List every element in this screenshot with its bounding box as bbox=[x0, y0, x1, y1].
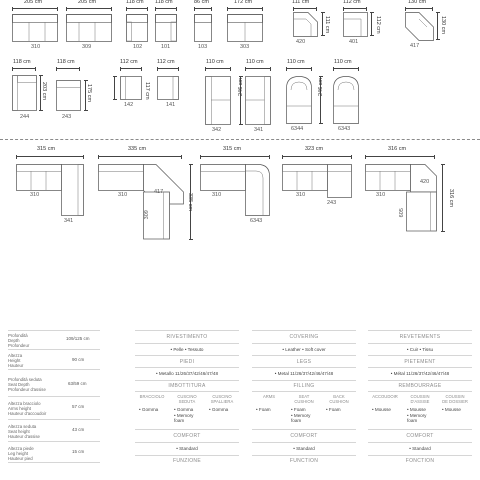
col-1-function-title: FUNCTION bbox=[289, 458, 319, 464]
col-0-function-title: FUNZIONE bbox=[173, 458, 201, 464]
col-2-function-title: FONCTION bbox=[405, 458, 435, 464]
col-2-legs-value: • Métal 11/26/37/42/46/47/48 bbox=[390, 371, 450, 376]
divider bbox=[135, 343, 239, 344]
spec-leg-height-value: 15 cm bbox=[72, 449, 85, 454]
composition-5-depth: 316 cm bbox=[448, 189, 454, 208]
divider bbox=[368, 367, 472, 368]
col-0-filling-sub-2-head: CUSCINO SPALLIERA bbox=[210, 394, 234, 404]
module-6343-drawing bbox=[333, 76, 359, 124]
col-1-filling-sub-0-values: • Foam bbox=[256, 407, 271, 412]
col-0-filling-title: IMBOTTITURA bbox=[168, 383, 206, 389]
module-303-width: 172 cm bbox=[234, 0, 253, 5]
divider bbox=[368, 442, 472, 443]
col-2-filling-sub-0-head: ACCOUDOIR bbox=[372, 394, 398, 399]
module-417-code: 417 bbox=[410, 43, 420, 49]
col-0-comfort-value: • Standard bbox=[176, 446, 198, 451]
col-1-filling-sub-1-values: • Foam • Memory foam bbox=[291, 407, 311, 423]
module-401-width: 112 cm bbox=[343, 0, 361, 5]
module-341-depth: 246 cm bbox=[238, 77, 244, 96]
module-310-code: 310 bbox=[31, 44, 41, 50]
divider bbox=[135, 355, 239, 356]
col-1-filling-sub-1-head: SEAT CUSHION bbox=[294, 394, 314, 404]
module-142-drawing bbox=[120, 76, 142, 100]
spec-height-value: 90 cm bbox=[72, 357, 85, 362]
module-6344-code: 6344 bbox=[291, 126, 304, 132]
module-103-drawing bbox=[194, 14, 212, 42]
module-401-drawing bbox=[343, 12, 368, 37]
composition-5-code-c: 605 bbox=[398, 208, 405, 218]
module-309-drawing bbox=[66, 14, 112, 42]
composition-1-code-b: 341 bbox=[64, 218, 74, 224]
module-141-drawing bbox=[157, 76, 179, 100]
col-1-filling-sub-2-head: BACK CUSHION bbox=[329, 394, 349, 404]
col-2-comfort-title: COMFORT bbox=[406, 433, 434, 439]
module-101-code: 101 bbox=[161, 44, 171, 50]
col-0-filling-sub-0-head: BRACCIOLO bbox=[139, 394, 165, 399]
col-2-filling-sub-1-values: • Mousse • Memory foam bbox=[407, 407, 427, 423]
divider bbox=[368, 355, 472, 356]
composition-5-code-b: 420 bbox=[420, 179, 430, 185]
divider bbox=[135, 442, 239, 443]
module-243-depth: 175 cm bbox=[86, 84, 92, 103]
module-142-depth: 117 cm bbox=[144, 82, 150, 100]
divider bbox=[252, 355, 356, 356]
col-2-filling-title: REMBOURRAGE bbox=[398, 383, 442, 389]
col-2-covering-title: REVETEMENTS bbox=[399, 334, 441, 340]
col-1-legs-title: LEGS bbox=[296, 359, 312, 365]
col-0-covering-value: • Pelle • Tessuto bbox=[170, 347, 204, 352]
composition-3-drawing bbox=[200, 164, 270, 216]
col-0-filling-sub-0-values: • Gomma bbox=[139, 407, 159, 412]
module-420-code: 420 bbox=[296, 39, 306, 45]
module-102-drawing bbox=[126, 14, 148, 42]
divider bbox=[252, 455, 356, 456]
col-1-filling-sub-2-values: • Foam bbox=[326, 407, 341, 412]
module-101-width: 118 cm bbox=[155, 0, 173, 5]
module-103-width: 86 cm bbox=[194, 0, 209, 5]
module-6344-width: 110 cm bbox=[287, 59, 305, 65]
module-420-width: 111 cm bbox=[292, 0, 310, 5]
composition-2-code-a: 310 bbox=[118, 192, 128, 198]
spec-height-label: Altezza Height Hauteur bbox=[8, 353, 24, 368]
col-2-comfort-value: • Standard bbox=[409, 446, 431, 451]
module-244-code: 244 bbox=[20, 114, 30, 120]
spec-seat-height-label: Altezza seduta Seat height Hauteur d'assise bbox=[8, 424, 40, 439]
module-102-code: 102 bbox=[133, 44, 143, 50]
composition-2-width: 335 cm bbox=[128, 146, 147, 152]
col-1-filling-title: FILLING bbox=[293, 383, 315, 389]
module-420-drawing bbox=[293, 12, 318, 37]
composition-3-width: 315 cm bbox=[223, 146, 242, 152]
col-1-filling-sub-0-head: ARMS bbox=[262, 394, 276, 399]
col-2-filling-sub-1-head: COUSSIN D'ASSISE bbox=[410, 394, 430, 404]
col-0-filling-sub-1-head: CUSCINO SEDUTA bbox=[177, 394, 197, 404]
divider bbox=[252, 429, 356, 430]
separator-dashed bbox=[0, 139, 480, 140]
spec-seat-depth-label: Profondità seduta Seat Depth Profondeur d'assise bbox=[8, 377, 46, 392]
spec-leg-height-label: Altezza piede Leg height Hauteur pied bbox=[8, 446, 34, 461]
composition-5-code-a: 310 bbox=[376, 192, 386, 198]
col-2-filling-sub-0-values: • Mousse bbox=[372, 407, 391, 412]
composition-2-code-b: 417 bbox=[154, 189, 164, 195]
col-1-comfort-title: COMFORT bbox=[290, 433, 318, 439]
module-103-code: 103 bbox=[198, 44, 208, 50]
composition-4-drawing bbox=[282, 164, 352, 198]
module-310-width: 205 cm bbox=[24, 0, 43, 5]
divider bbox=[135, 455, 239, 456]
col-1-comfort-value: • Standard bbox=[293, 446, 315, 451]
composition-5-width: 316 cm bbox=[388, 146, 407, 152]
composition-4-code-a: 310 bbox=[296, 192, 306, 198]
composition-3-code-b: 6343 bbox=[250, 218, 263, 224]
spec-seat-depth-value: 63/59 cm bbox=[68, 381, 87, 386]
divider bbox=[252, 367, 356, 368]
spec-depth-label: Profondità Depth Profondeur bbox=[8, 333, 30, 348]
module-243-width: 118 cm bbox=[57, 59, 75, 65]
module-417-drawing bbox=[405, 12, 434, 41]
col-0-covering-title: RIVESTIMENTO bbox=[166, 334, 208, 340]
module-102-width: 118 cm bbox=[126, 0, 144, 5]
divider bbox=[368, 330, 472, 331]
composition-1-width: 315 cm bbox=[37, 146, 56, 152]
module-303-drawing bbox=[227, 14, 263, 42]
module-342-code: 342 bbox=[212, 127, 222, 133]
spec-arms-height-label: Altezza bracciolo Arms height Hauteur d'accoudoir bbox=[8, 401, 47, 416]
divider bbox=[135, 429, 239, 430]
divider bbox=[252, 380, 356, 381]
composition-4-code-b: 243 bbox=[327, 200, 337, 206]
module-341-code: 341 bbox=[254, 127, 264, 133]
spec-seat-height-value: 43 cm bbox=[72, 427, 85, 432]
module-309-width: 205 cm bbox=[78, 0, 97, 5]
divider bbox=[368, 380, 472, 381]
module-6344-depth: 246 cm bbox=[318, 77, 324, 96]
module-310-drawing bbox=[12, 14, 58, 42]
module-6343-code: 6343 bbox=[338, 126, 351, 132]
col-1-covering-title: COVERING bbox=[289, 334, 319, 340]
module-141-code: 141 bbox=[166, 102, 176, 108]
col-2-filling-sub-2-head: COUSSIN DE DOSSIER bbox=[442, 394, 468, 404]
module-244-width: 118 cm bbox=[13, 59, 31, 65]
module-401-code: 401 bbox=[349, 39, 359, 45]
composition-4-width: 323 cm bbox=[305, 146, 324, 152]
module-6344-drawing bbox=[286, 76, 312, 124]
divider bbox=[252, 330, 356, 331]
divider bbox=[368, 429, 472, 430]
col-0-comfort-title: COMFORT bbox=[173, 433, 201, 439]
spec-arms-height-value: 57 cm bbox=[72, 404, 85, 409]
module-244-depth: 203 cm bbox=[41, 82, 47, 101]
col-0-legs-value: • Metallo 11/26/37/42/46/47/48 bbox=[155, 371, 219, 376]
composition-3-code-a: 310 bbox=[212, 192, 222, 198]
module-244-drawing bbox=[12, 75, 37, 111]
divider bbox=[135, 380, 239, 381]
module-309-code: 309 bbox=[82, 44, 92, 50]
col-0-filling-sub-1-values: • Gomma • Memory foam bbox=[174, 407, 194, 423]
col-2-filling-sub-2-values: • Mousse bbox=[442, 407, 461, 412]
col-1-covering-value: • Leather • Soft cover bbox=[282, 347, 326, 352]
module-417-depth: 130 cm bbox=[440, 16, 446, 35]
composition-2-depth: 335 cm bbox=[187, 193, 193, 212]
module-6343-width: 110 cm bbox=[334, 59, 352, 65]
divider bbox=[135, 330, 239, 331]
col-0-filling-sub-2-values: • Gomma bbox=[209, 407, 229, 412]
module-101-drawing bbox=[155, 14, 177, 42]
module-342-width: 110 cm bbox=[206, 59, 224, 65]
module-341-drawing bbox=[245, 76, 271, 125]
module-420-depth: 111 cm bbox=[324, 16, 330, 34]
module-243-code: 243 bbox=[62, 114, 72, 120]
divider bbox=[135, 391, 239, 392]
module-142-code: 142 bbox=[124, 102, 134, 108]
spec-depth-value: 109/125 cm bbox=[66, 336, 90, 341]
module-141-width: 112 cm bbox=[157, 59, 175, 65]
divider bbox=[252, 442, 356, 443]
divider bbox=[368, 391, 472, 392]
col-2-legs-title: PIETEMENT bbox=[404, 359, 436, 365]
divider bbox=[368, 343, 472, 344]
divider bbox=[252, 343, 356, 344]
col-1-legs-value: • Metal 11/26/37/42/46/47/48 bbox=[274, 371, 334, 376]
col-2-covering-value: • Cuir • Tissu bbox=[406, 347, 434, 352]
composition-2-drawing bbox=[98, 164, 184, 240]
module-341-width: 110 cm bbox=[246, 59, 264, 65]
composition-1-code-a: 310 bbox=[30, 192, 40, 198]
composition-1-drawing bbox=[16, 164, 84, 216]
composition-2-code-c: 309 bbox=[143, 210, 150, 220]
module-243-drawing bbox=[56, 80, 81, 111]
module-401-depth: 112 cm bbox=[375, 16, 381, 34]
col-0-legs-title: PIEDI bbox=[179, 359, 195, 365]
module-303-code: 303 bbox=[240, 44, 250, 50]
divider bbox=[135, 367, 239, 368]
module-417-width: 130 cm bbox=[408, 0, 427, 5]
module-142-width: 112 cm bbox=[120, 59, 138, 65]
module-342-drawing bbox=[205, 76, 231, 125]
divider bbox=[368, 455, 472, 456]
divider bbox=[252, 391, 356, 392]
